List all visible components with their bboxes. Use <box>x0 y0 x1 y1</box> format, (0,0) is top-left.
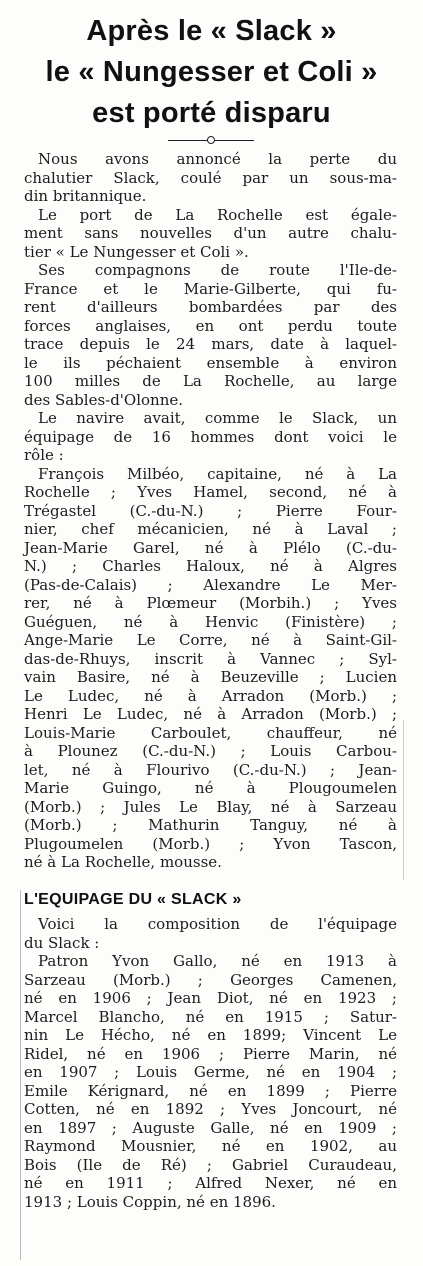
section-line: Marcel Blancho, né en 1915 ; Satur- <box>24 1007 397 1026</box>
section-line: Sarzeau (Morb.) ; Georges Camenen, <box>24 970 397 989</box>
article-line: Ange-Marie Le Corre, né à Saint-Gil- <box>24 631 397 649</box>
section-line: Emile Kérignard, né en 1899 ; Pierre <box>24 1081 397 1100</box>
article-line: né à La Rochelle, mousse. <box>24 853 222 871</box>
article-line: trace depuis le 24 mars, date à laquel- <box>24 335 397 353</box>
article-line: chalutier Slack, coulé par un sous-ma- <box>24 168 397 187</box>
article-line: let, né à Flourivo (C.-du-N.) ; Jean- <box>24 760 397 779</box>
section-line: Raymond Mousnier, né en 1902, au <box>24 1137 397 1155</box>
article-line: Trégastel (C.-du-N.) ; Pierre Four- <box>24 501 397 520</box>
article-line: à Plounez (C.-du-N.) ; Louis Carbou- <box>24 742 397 760</box>
article-line: France et le Marie-Gilberte, qui fu- <box>24 279 397 298</box>
article-line: Plugoumelen (Morb.) ; Yvon Tascon, <box>24 834 397 853</box>
section-line: Patron Yvon Gallo, né en 1913 à <box>38 952 397 970</box>
article-line: (Morb.) ; Jules Le Blay, né à Sarzeau <box>24 797 397 816</box>
article-line: forces anglaises, en ont perdu toute <box>24 316 397 335</box>
article-line: Ses compagnons de route l'Ile-de- <box>38 261 397 279</box>
article-line: Jean-Marie Garel, né à Plélo (C.-du- <box>24 538 397 557</box>
section-line: Cotten, né en 1892 ; Yves Joncourt, né <box>24 1100 397 1118</box>
section-line: 1913 ; Louis Coppin, né en 1896. <box>24 1192 276 1211</box>
article-line: rer, né à Plœmeur (Morbih.) ; Yves <box>24 594 397 612</box>
article-line: Marie Guingo, né à Plougoumelen <box>24 779 397 797</box>
section-body <box>24 915 397 1211</box>
section-line: Bois (Ile de Ré) ; Gabriel Curaudeau, <box>24 1155 397 1174</box>
article-line: Le navire avait, comme le Slack, un <box>38 409 397 427</box>
section-line: en 1907 ; Louis Germe, né en 1904 ; <box>24 1063 397 1081</box>
headline-line-1: Après le « Slack » <box>86 15 337 47</box>
headline-line-3: est porté disparu <box>92 97 331 129</box>
article-line: das-de-Rhuys, inscrit à Vannec ; Syl- <box>24 649 397 668</box>
article-line: Louis-Marie Carboulet, chauffeur, né <box>24 723 397 742</box>
article-line: rent d'ailleurs bombardées par des <box>24 298 397 316</box>
article-line: din britannique. <box>24 187 147 205</box>
article-line: Nous avons annoncé la perte du <box>38 150 397 168</box>
article-line: (Morb.) ; Mathurin Tanguy, né à <box>24 816 397 834</box>
article-line: nier, chef mécanicien, né à Laval ; <box>24 520 397 538</box>
article-line: des Sables-d'Olonne. <box>24 390 184 409</box>
article-line: ment sans nouvelles d'un autre chalu- <box>24 224 397 242</box>
margin-rule <box>20 890 21 1260</box>
article-line: vain Basire, né à Beuzeville ; Lucien <box>24 668 397 686</box>
article-line: tier « Le Nungesser et Coli ». <box>24 242 249 261</box>
article-line: 100 milles de La Rochelle, au large <box>24 372 397 390</box>
divider-ornament <box>207 136 215 144</box>
article-line: (Pas-de-Calais) ; Alexandre Le Mer- <box>24 575 397 594</box>
article-line: le ils péchaient ensemble à environ <box>24 353 397 372</box>
section-line: Voici la composition de l'équipage <box>38 915 397 933</box>
article-line: Le port de La Rochelle est égale- <box>38 205 397 224</box>
section-heading: L'EQUIPAGE DU « SLACK » <box>24 891 242 908</box>
article-line: équipage de 16 hommes dont voici le <box>24 427 397 446</box>
headline-line-2: le « Nungesser et Coli » <box>45 56 378 88</box>
article-line: Rochelle ; Yves Hamel, second, né à <box>24 483 397 501</box>
section-line: né en 1906 ; Jean Diot, né en 1923 ; <box>24 989 397 1007</box>
section-line: né en 1911 ; Alfred Nexer, né en <box>24 1174 397 1192</box>
article-line: François Milbéo, capitaine, né à La <box>38 464 397 483</box>
article-line: rôle : <box>24 446 64 464</box>
section-line: en 1897 ; Auguste Galle, né en 1909 ; <box>24 1118 397 1137</box>
section-line: nin Le Hécho, né en 1899; Vincent Le <box>24 1026 397 1044</box>
article-line: Le Ludec, né à Arradon (Morb.) ; <box>24 686 397 705</box>
section-line: du Slack : <box>24 933 100 952</box>
margin-rule <box>403 720 404 880</box>
section-line: Ridel, né en 1906 ; Pierre Marin, né <box>24 1044 397 1063</box>
article-line: Guéguen, né à Henvic (Finistère) ; <box>24 612 397 631</box>
article-body <box>24 150 397 872</box>
article-line: Henri Le Ludec, né à Arradon (Morb.) ; <box>24 705 397 723</box>
article-line: N.) ; Charles Haloux, né à Algres <box>24 557 397 575</box>
